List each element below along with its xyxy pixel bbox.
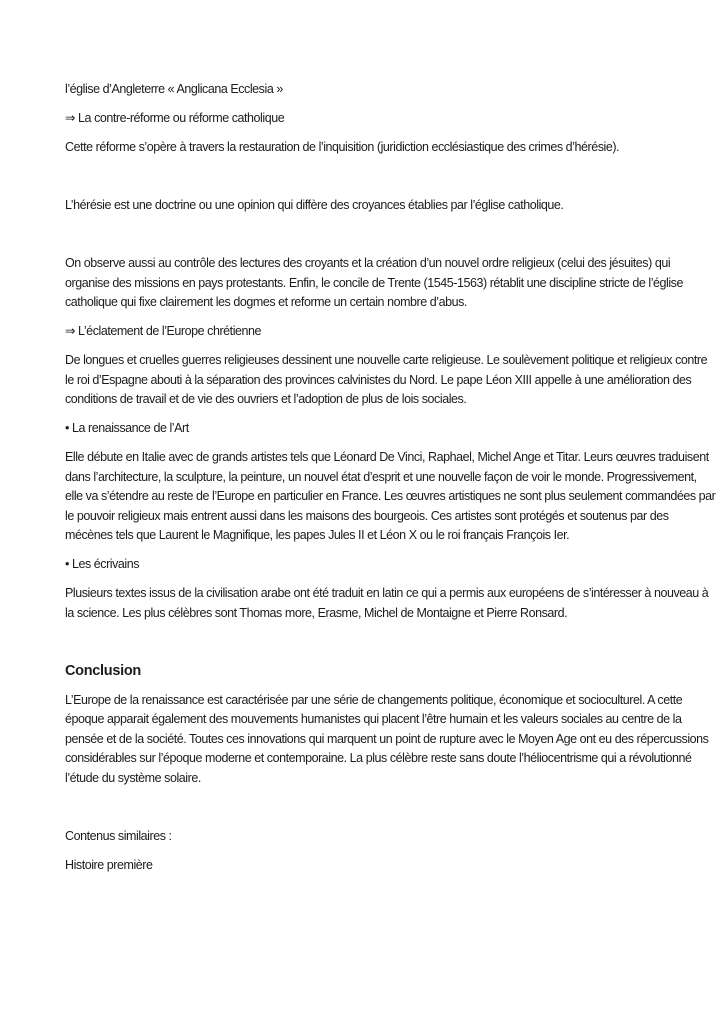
paragraph-contenus: Contenus similaires :: [65, 828, 172, 843]
paragraph-conclusion: L’Europe de la renaissance est caractérisée par une série de changements politique, économique et socioculturel. A cette époque apparait également des mouvements humanistes qui placent l’être humain et les valeurs sociales au centre de la pensée et de la société. Toutes ces innovations qui marquent un point de rupture avec le Moyen Age ont eu des répercussions considérables sur l’époque moderne et contemporaine. La plus célèbre reste sans doute l’héliocentrisme qui a révolutionné l’étude du système solaire.: [65, 692, 709, 785]
paragraph-inquisition: Cette réforme s’opère à travers la restauration de l’inquisition (juridiction ecclésiastique des crimes d’hérésie).: [65, 140, 620, 154]
paragraph-ecrivains: • Les écrivains: [65, 557, 140, 571]
document-body: [65, 80, 716, 885]
paragraph-anglicana: l’église d’Angleterre « Anglicana Ecclesia »: [65, 82, 283, 96]
blank-line: [65, 225, 716, 245]
paragraph-renaissance-art: • La renaissance de l’Art: [65, 421, 189, 435]
paragraph-histoire: Histoire première: [65, 857, 153, 872]
blank-line: [65, 167, 716, 187]
paragraph-eclatement: ⇒ L’éclatement de l’Europe chrétienne: [65, 324, 262, 338]
paragraph-heresie: L’hérésie est une doctrine ou une opinion qui diffère des croyances établies par l’église catholique.: [65, 198, 564, 212]
paragraph-artistes: Elle débute en Italie avec de grands artistes tels que Léonard De Vinci, Raphael, Michel Ange et Titar. Leurs œuvres traduisent dans l’architecture, la sculpture, la peinture, un nouvel état d’esprit et une nouvelle façon de voir le monde. Progressivement, elle va s’étendre au reste de l’Europe en particulier en France. Les œuvres artistiques ne sont plus seulement commandées par le pouvoir religieux mais entrent aussi dans les maisons des bourgeois. Ces artistes sont protégés et soutenus par des mécènes tels que Laurent le Magnifique, les papes Jules II et Léon X ou le roi français François Ier.: [65, 450, 716, 542]
paragraph-textes-arabes: Plusieurs textes issus de la civilisation arabe ont été traduit en latin ce qui a permis aux européens de s’intéresser à nouveau à la science. Les plus célèbres sont Thomas more, Erasme, Michel de Montaigne et Pierre Ronsard.: [65, 586, 709, 620]
blank-line: [65, 798, 716, 818]
paragraph-guerres: De longues et cruelles guerres religieuses dessinent une nouvelle carte religieuse. Le soulèvement politique et religieux contre le roi d’Espagne abouti à la séparation des provinces calvinistes du Nord. Le pape Léon XIII appelle à une amélioration des conditions de travail et de vie des ouvriers et l’adoption de plus de lois sociales.: [65, 353, 708, 406]
conclusion-heading: Conclusion: [65, 662, 141, 679]
paragraph-contre-reforme: ⇒ La contre-réforme ou réforme catholique: [65, 111, 285, 125]
blank-line: [65, 633, 716, 653]
paragraph-concile-trente: On observe aussi au contrôle des lectures des croyants et la création d’un nouvel ordre religieux (celui des jésuites) qui organise des missions en pays protestants. Enfin, le concile de Trente (1545-1563) rétablit une discipline stricte de l’église catholique qui fixe clairement les dogmes et reforme un certain nombre d’abus.: [65, 256, 683, 309]
